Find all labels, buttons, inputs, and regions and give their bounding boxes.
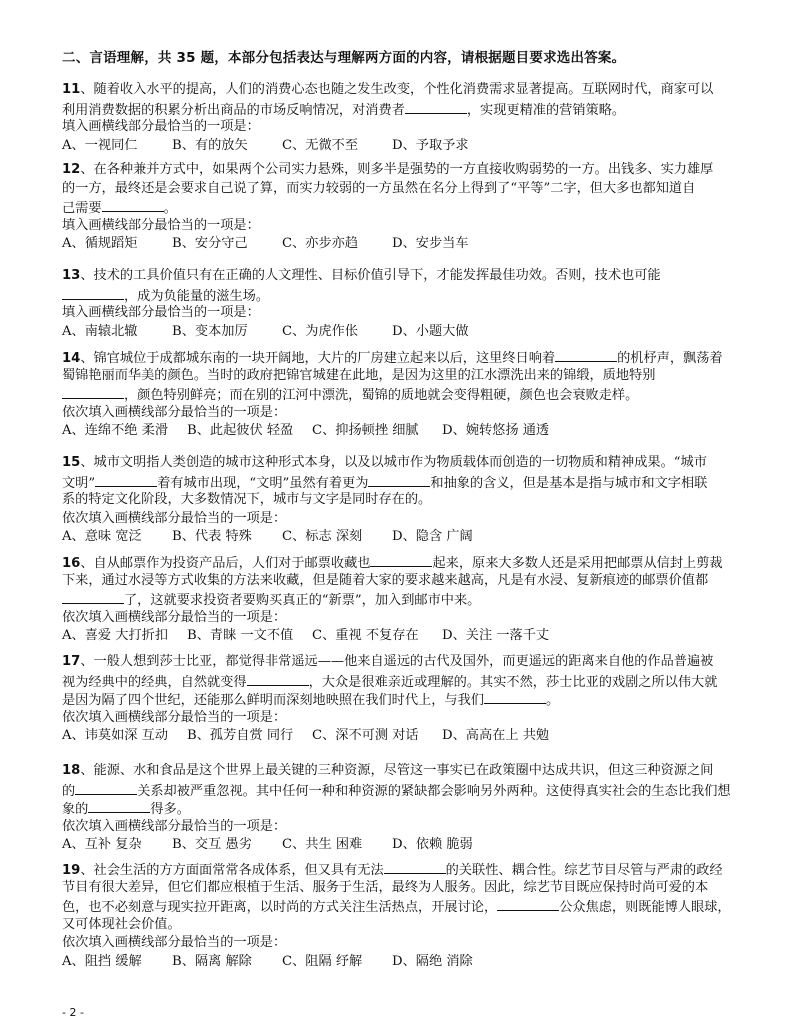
question-text-line — [62, 100, 752, 119]
question-text-line — [62, 553, 752, 572]
text-segment: 的关联性、耦合性。综艺节目尽管与严肃的政经 — [445, 863, 723, 878]
fill-in-blank — [368, 473, 430, 487]
question-text-line — [62, 860, 752, 879]
question-19 — [62, 860, 752, 971]
question-prompt: 填入画横线部分最恰当的一项是： — [62, 305, 260, 320]
question-text-line — [62, 267, 752, 286]
option-b[interactable]: B、有的放矢 — [172, 137, 248, 153]
text-segment: 得多。 — [150, 802, 190, 817]
question-number: 17 — [62, 654, 81, 669]
text-segment: 的一方，最终还是会要求自己说了算，而实力较弱的一方虽然在名分上得到了“平等”二字，但大多也都知道自 — [62, 180, 696, 196]
fill-in-blank — [62, 385, 124, 399]
option-d[interactable]: D、予取予求 — [392, 137, 469, 153]
option-a[interactable]: A、一视同仁 — [62, 137, 138, 153]
fill-in-blank — [484, 690, 546, 704]
answer-options — [62, 235, 752, 254]
option-d[interactable]: D、关注 一落千丈 — [442, 628, 550, 643]
option-c[interactable]: C、阻隔 纾解 — [282, 953, 363, 969]
option-d[interactable]: D、安步当车 — [392, 236, 469, 251]
question-prompt: 依次填入画横线部分最恰当的一项是： — [62, 609, 287, 625]
question-prompt: 填入画横线部分最恰当的一项是： — [62, 119, 260, 134]
question-text-line — [62, 454, 752, 473]
question-number: 11 — [62, 82, 81, 97]
question-text-line — [62, 367, 752, 386]
section-title: 二、言语理解，共 35 题，本部分包括表达与理解两方面的内容，请根据题目要求选出答案。 — [62, 50, 626, 66]
option-c[interactable]: C、无微不至 — [282, 137, 359, 153]
option-a[interactable]: A、循规蹈矩 — [62, 236, 138, 251]
text-segment: 节目有很大差异，但它们都应根植于生活、服务于生活，最终为人服务。因此，综艺节目既应保持时尚可爱的本 — [62, 879, 709, 895]
text-segment: 、技术的工具价值只有在正确的人文理性、目标价值引导下，才能发挥最佳功效。否则，技术也可能 — [80, 268, 661, 283]
question-number: 15 — [62, 455, 81, 470]
text-segment: 利用消费数据的积累分析出商品的市场反响情况，对消费者 — [62, 102, 405, 118]
question-text-line — [62, 672, 752, 691]
text-segment: 的机杼声，飘荡着 — [617, 351, 723, 366]
text-segment: 象的 — [62, 802, 89, 817]
option-d[interactable]: D、婉转悠扬 通透 — [442, 423, 550, 438]
fill-in-blank — [405, 100, 467, 114]
question-number: 16 — [62, 556, 81, 571]
answer-options — [62, 953, 752, 972]
fill-in-blank — [247, 672, 309, 686]
question-text-line — [62, 348, 752, 367]
option-b[interactable]: B、变本加厉 — [172, 323, 248, 339]
text-segment: 了，这就要求投资者要购买真正的“新票”，加入到邮市中来。 — [124, 593, 481, 608]
question-number: 12 — [62, 162, 81, 177]
option-b[interactable]: B、青睐 一文不值 — [187, 628, 294, 643]
option-d[interactable]: D、依赖 脆弱 — [392, 837, 473, 852]
fill-in-blank — [370, 553, 432, 567]
answer-options — [62, 137, 752, 156]
question-text-line — [62, 81, 752, 100]
question-text-line — [62, 653, 752, 672]
question-11 — [62, 81, 752, 155]
question-16 — [62, 553, 752, 646]
option-d[interactable]: D、隐含 广阔 — [392, 529, 473, 544]
question-prompt: 依次填入画横线部分最恰当的一项是： — [62, 404, 287, 420]
option-c[interactable]: C、重视 不复存在 — [312, 628, 419, 643]
fill-in-blank — [95, 473, 157, 487]
fill-in-blank — [497, 897, 559, 911]
text-segment: 、社会生活的方方面面常常各成体系，但又具有无法 — [80, 863, 384, 878]
question-text-line — [62, 180, 752, 199]
fill-in-blank — [555, 348, 617, 362]
question-text-line — [62, 161, 752, 180]
answer-options — [62, 836, 752, 855]
question-text-line — [62, 897, 752, 916]
text-segment: ，大众是很难亲近或理解的。其实不然，莎士比亚的戏剧之所以伟大就 — [308, 674, 718, 690]
page-number: - 2 - — [62, 1006, 84, 1019]
question-text-line — [62, 198, 752, 217]
text-segment: 。 — [163, 201, 177, 216]
text-segment: 又可体现社会价值。 — [62, 916, 181, 932]
fill-in-blank — [384, 860, 446, 874]
question-text-line — [62, 286, 752, 305]
text-segment: 蜀锦艳丽而华美的颜色。当时的政府把锦官城建在此地，是因为这里的江水漂洗出来的锦缎，质地特别 — [62, 367, 656, 383]
question-text-line — [62, 762, 752, 781]
text-segment: 着有城市出现，“文明”虽然有着更为 — [157, 475, 369, 491]
option-b[interactable]: B、代表 特殊 — [172, 529, 252, 544]
option-c[interactable]: C、深不可测 对话 — [312, 728, 419, 743]
option-c[interactable]: C、抑扬顿挫 细腻 — [312, 423, 419, 438]
option-a[interactable]: A、意味 宽泛 — [62, 529, 142, 544]
answer-options — [62, 528, 752, 547]
question-number: 14 — [62, 351, 81, 366]
question-text-line — [62, 473, 752, 492]
option-a[interactable]: A、互补 复杂 — [62, 837, 142, 852]
text-segment: 公众焦虑，则既能博人眼球， — [559, 900, 731, 915]
text-segment: 、能源、水和食品是这个世界上最关键的三种资源，尽管这一事实已在政策圈中达成共识，但这三种资源之间 — [80, 763, 714, 778]
option-a[interactable]: A、南辕北辙 — [62, 323, 138, 339]
text-segment: 、锦官城位于成都城东南的一块开阔地，大片的厂房建立起来以后，这里终日响着 — [80, 351, 556, 366]
question-text-line — [62, 385, 752, 404]
question-text-line — [62, 572, 752, 591]
fill-in-blank — [102, 198, 164, 212]
option-a[interactable]: A、喜爱 大打折扣 — [62, 628, 169, 643]
question-prompt: 依次填入画横线部分最恰当的一项是： — [62, 709, 287, 725]
option-c[interactable]: C、共生 困难 — [282, 837, 363, 852]
text-segment: 下来，通过水浸等方式收集的方法来收藏，但是随着大家的要求越来越高，凡是有水浸、复新痕迹的邮票价值都 — [62, 572, 709, 588]
question-text-line — [62, 916, 752, 935]
option-d[interactable]: D、小题大做 — [392, 323, 469, 339]
option-a[interactable]: A、连绵不绝 柔滑 — [62, 423, 169, 438]
text-segment: 起来，原来大多数人还是采用把邮票从信封上剪裁 — [432, 556, 723, 571]
text-segment: 是因为隔了四个世纪，还能那么鲜明而深刻地映照在我们时代上，与我们 — [62, 693, 484, 708]
question-text-line — [62, 799, 752, 818]
option-c[interactable]: C、为虎作伥 — [282, 323, 359, 339]
text-segment: 、自从邮票作为投资产品后，人们对于邮票收藏也 — [80, 556, 371, 571]
question-18 — [62, 762, 752, 855]
question-text-line — [62, 690, 752, 709]
text-segment: 关系却被严重忽视。其中任何一种和种资源的紧缺都会影响另外两种。这使得真实社会的生态比我们想 — [137, 783, 731, 799]
answer-options — [62, 422, 752, 441]
option-a[interactable]: A、讳莫如深 互动 — [62, 728, 169, 743]
text-segment: 。 — [546, 693, 560, 708]
text-segment: 视为经典中的经典，自然就变得 — [62, 674, 247, 690]
question-14 — [62, 348, 752, 441]
option-c[interactable]: C、标志 深刻 — [282, 529, 363, 544]
fill-in-blank — [88, 799, 150, 813]
option-b[interactable]: B、此起彼伏 轻盈 — [187, 423, 294, 438]
question-number: 18 — [62, 763, 81, 778]
text-segment: 、随着收入水平的提高，人们的消费心态也随之发生改变，个性化消费需求显著提高。互联网时代，商家可以 — [80, 82, 714, 97]
question-text-line — [62, 590, 752, 609]
question-15 — [62, 454, 752, 547]
text-segment: 、城市文明指人类创造的城市这种形式本身，以及以城市作为物质载体而创造的一切物质和精神成果。“城市 — [80, 455, 707, 470]
option-d[interactable]: D、高高在上 共勉 — [442, 728, 550, 743]
answer-options — [62, 627, 752, 646]
text-segment: 、在各种兼并方式中，如果两个公司实力悬殊，则多半是强势的一方直接收购弱势的一方。出钱多、实力雄厚 — [80, 162, 714, 177]
question-17 — [62, 653, 752, 746]
question-text-line — [62, 879, 752, 898]
question-13 — [62, 267, 752, 341]
option-a[interactable]: A、阻挡 缓解 — [62, 953, 142, 969]
answer-options — [62, 727, 752, 746]
text-segment: 、一般人想到莎士比亚，都觉得非常遥远——他来自遥远的古代及国外，而更遥远的距离来自他的作品普遍被 — [80, 654, 714, 669]
text-segment: 系的特定文化阶段，大多数情况下，城市与文字是同时存在的。 — [62, 492, 432, 507]
question-prompt: 依次填入画横线部分最恰当的一项是： — [62, 510, 287, 526]
question-text-line — [62, 491, 752, 510]
question-prompt: 依次填入画横线部分最恰当的一项是： — [62, 818, 287, 834]
text-segment: ，成为负能量的滋生场。 — [124, 288, 270, 304]
question-prompt: 填入画横线部分最恰当的一项是： — [62, 217, 260, 233]
text-segment: 文明” — [62, 475, 96, 491]
question-12 — [62, 161, 752, 254]
text-segment: 的 — [62, 783, 76, 799]
text-segment: ，颜色特别鲜亮；而在别的江河中漂洗，蜀锦的质地就会变得粗硬，颜色也会衰败走样。 — [124, 388, 639, 403]
question-text-line — [62, 781, 752, 800]
question-number: 19 — [62, 863, 81, 878]
text-segment: 己需要 — [62, 201, 102, 216]
option-b[interactable]: B、安分守己 — [172, 236, 248, 251]
text-segment: 色，也不必刻意与现实拉开距离，以时尚的方式关注生活热点，开展讨论， — [62, 900, 498, 915]
fill-in-blank — [62, 286, 124, 300]
option-d[interactable]: D、隔绝 消除 — [392, 953, 473, 969]
option-b[interactable]: B、隔离 解除 — [172, 953, 252, 969]
answer-options — [62, 323, 752, 342]
option-b[interactable]: B、孤芳自赏 同行 — [187, 728, 294, 743]
text-segment: 和抽象的含义，但是基本是指与城市和文字相联 — [430, 475, 708, 491]
question-prompt: 依次填入画横线部分最恰当的一项是： — [62, 935, 287, 950]
text-segment: ，实现更精准的营销策略。 — [466, 102, 626, 118]
fill-in-blank — [62, 590, 124, 604]
question-number: 13 — [62, 268, 81, 283]
option-b[interactable]: B、交互 愚劣 — [172, 837, 252, 852]
fill-in-blank — [75, 781, 137, 795]
option-c[interactable]: C、亦步亦趋 — [282, 236, 359, 251]
